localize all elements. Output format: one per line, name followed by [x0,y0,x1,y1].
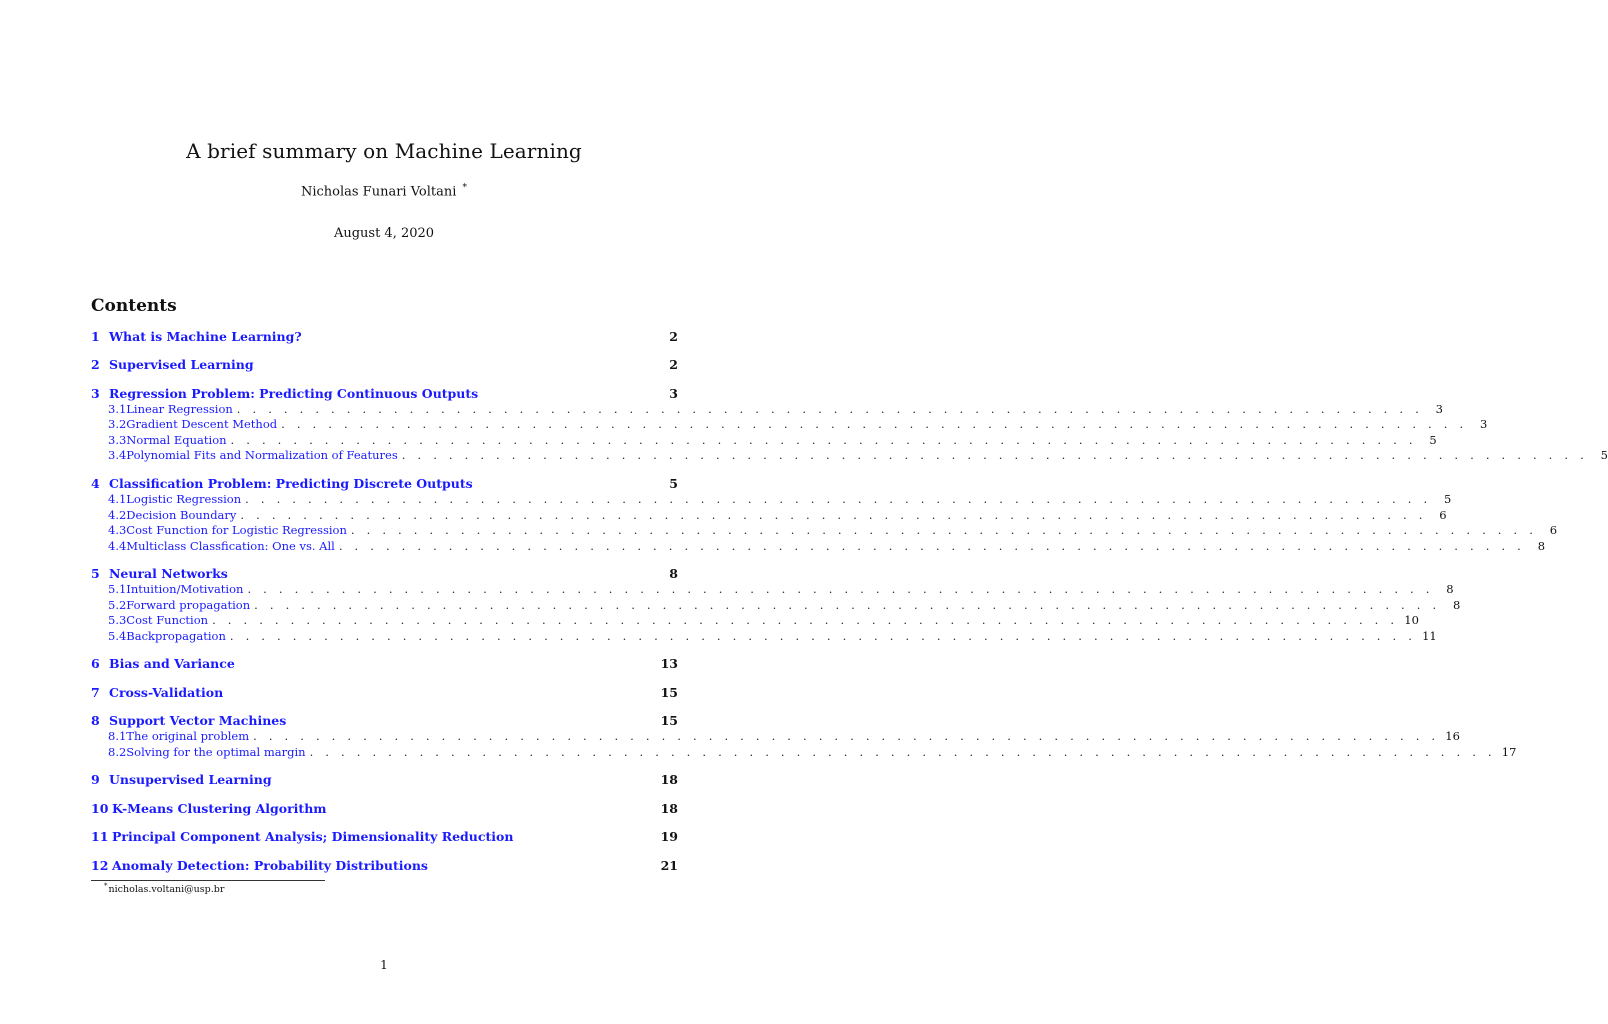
toc-leader-dots: . . . . . . . . . . . . . . . . . . . . . . . . . . . . . . . . . . . . . . . . . . . . . . . . . . . . . . . . . . . . . . . . . . . . . . . . . . . . [240,508,1427,522]
toc-page-number: 21 [660,858,678,873]
toc-section-title[interactable]: Bias and Variance [109,656,235,671]
toc-section-number[interactable]: 11 [91,829,109,844]
author-line [0,183,768,199]
author-name: Nicholas Funari Voltani [300,184,457,200]
toc-subsection-number[interactable]: 3.2 [108,417,127,431]
toc-subsection-title[interactable]: Gradient Descent Method [126,417,278,431]
toc-subsection-title[interactable]: Solving for the optimal margin [126,745,306,759]
toc-page-number: 5 [1429,433,1437,447]
toc-subsection-number[interactable]: 4.3 [108,523,127,537]
toc-subsection-number[interactable]: 4.1 [108,492,127,506]
toc-subsection-number[interactable]: 4.2 [108,508,127,522]
toc-section-1[interactable] [91,328,678,346]
toc-section-12[interactable] [91,857,678,875]
toc-subsection-8-1[interactable] [91,728,1460,744]
toc-section-number[interactable]: 12 [91,858,109,873]
toc-section-title[interactable]: Anomaly Detection: Probability Distributions [112,858,428,873]
toc-section-2[interactable] [91,356,678,374]
toc-page-number: 19 [660,829,678,844]
toc-subsection-4-4[interactable] [91,538,1546,554]
toc-page-number: 2 [669,357,678,372]
toc-subsection-title[interactable]: Intuition/Motivation [126,582,244,596]
toc-section-number[interactable]: 4 [91,476,100,491]
author-footnote-mark[interactable]: * [462,183,468,193]
toc-page-number: 8 [669,566,678,581]
toc-subsection-title[interactable]: The original problem [126,729,250,743]
toc-subsection-title[interactable]: Forward propagation [126,598,251,612]
page-number: 1 [380,958,388,972]
toc-section-title[interactable]: Support Vector Machines [109,713,287,728]
footnote-rule [91,880,325,881]
toc-section-9[interactable] [91,771,678,789]
toc-section-number[interactable]: 3 [91,386,100,401]
toc-section-6[interactable] [91,655,678,673]
toc-subsection-5-1[interactable] [91,581,1454,597]
toc-section-7[interactable] [91,684,678,702]
toc-page-number: 17 [1501,745,1517,759]
toc-page-number: 15 [660,685,678,700]
toc-leader-dots: . . . . . . . . . . . . . . . . . . . . . . . . . . . . . . . . . . . . . . . . . . . . . . . . . . . . . . . . . . . . . . . . . . . . . . . . . . . . [212,613,1399,627]
toc-page-number: 6 [1549,523,1558,537]
toc-section-number[interactable]: 8 [91,713,100,728]
toc-page-number: 3 [1435,402,1443,416]
toc-section-number[interactable]: 6 [91,656,100,671]
toc-subsection-number[interactable]: 5.3 [108,613,127,627]
footnote-email: nicholas.voltani@usp.br [108,884,225,896]
footnote-mark: * [104,882,108,890]
toc-subsection-3-2[interactable] [91,416,1488,432]
toc-page-number: 15 [660,713,678,728]
toc-leader-dots: . . . . . . . . . . . . . . . . . . . . . . . . . . . . . . . . . . . . . . . . . . . . . . . . . . . . . . . . . . . . . . . . . . . . . . . . . . . . [236,402,1423,416]
paper-date: August 4, 2020 [333,226,435,241]
toc-page-number: 8 [1446,582,1454,596]
toc-section-title[interactable]: Principal Component Analysis; Dimensionality Reduction [112,829,514,844]
toc-subsection-3-3[interactable] [91,432,1437,448]
toc-section-title[interactable]: Regression Problem: Predicting Continuous Outputs [109,386,479,401]
toc-subsection-number[interactable]: 3.1 [108,402,127,416]
toc-page-number: 13 [660,656,678,671]
toc-subsection-title[interactable]: Normal Equation [126,433,227,447]
toc-leader-dots: . . . . . . . . . . . . . . . . . . . . . . . . . . . . . . . . . . . . . . . . . . . . . . . . . . . . . . . . . . . . . . . . . . . . . . . . . . . . [230,433,1417,447]
toc-leader-dots: . . . . . . . . . . . . . . . . . . . . . . . . . . . . . . . . . . . . . . . . . . . . . . . . . . . . . . . . . . . . . . . . . . . . . . . . . . . . [350,523,1538,537]
toc-page-number: 3 [1479,417,1488,431]
toc-subsection-title[interactable]: Backpropagation [126,629,226,643]
toc-subsection-4-3[interactable] [91,522,1558,538]
toc-subsection-3-1[interactable] [91,401,1443,417]
toc-leader-dots: . . . . . . . . . . . . . . . . . . . . . . . . . . . . . . . . . . . . . . . . . . . . . . . . . . . . . . . . . . . . . . . . . . . . . . . . . . . . [401,448,1588,462]
toc-section-10[interactable] [91,800,678,818]
toc-page-number: 5 [669,476,678,491]
toc-page-number: 3 [669,386,678,401]
toc-page-number: 16 [1445,729,1460,743]
toc-section-number[interactable]: 9 [91,772,100,787]
toc-page-number: 18 [660,801,678,816]
toc-section-title[interactable]: Supervised Learning [109,357,254,372]
toc-section-number[interactable]: 1 [91,329,100,344]
toc-page-number: 6 [1439,508,1447,522]
toc-subsection-number[interactable]: 5.1 [108,582,127,596]
toc-subsection-title[interactable]: Decision Boundary [126,508,237,522]
toc-subsection-number[interactable]: 8.1 [108,729,127,743]
paper-title: A brief summary on Machine Learning [186,139,582,163]
toc-subsection-title[interactable]: Polynomial Fits and Normalization of Features [126,448,398,462]
toc-page-number: 5 [1600,448,1608,462]
toc-section-11[interactable] [91,828,678,846]
toc-page-number: 10 [1404,613,1419,627]
toc-subsection-number[interactable]: 8.2 [108,745,127,759]
toc-section-title[interactable]: Neural Networks [109,566,228,581]
toc-section-number[interactable]: 10 [91,801,109,816]
toc-page-number: 18 [660,772,678,787]
toc-section-number[interactable]: 7 [91,685,100,700]
toc-page-number: 8 [1453,598,1461,612]
toc-subsection-title[interactable]: Cost Function for Logistic Regression [126,523,347,537]
toc-leader-dots: . . . . . . . . . . . . . . . . . . . . . . . . . . . . . . . . . . . . . . . . . . . . . . . . . . . . . . . . . . . . . . . . . . . . . . . . . . . . [309,745,1496,759]
toc-subsection-5-2[interactable] [91,597,1461,613]
toc-subsection-3-4[interactable] [91,447,1608,463]
toc-subsection-8-2[interactable] [91,744,1517,760]
toc-section-title[interactable]: Cross-Validation [109,685,224,700]
contents-heading: Contents [91,296,177,316]
toc-section-title[interactable]: What is Machine Learning? [109,329,302,344]
footnote [104,882,224,895]
toc-leader-dots: . . . . . . . . . . . . . . . . . . . . . . . . . . . . . . . . . . . . . . . . . . . . . . . . . . . . . . . . . . . . . . . . . . . . . . . . . . . . [253,729,1440,743]
toc-page-number: 11 [1422,629,1437,643]
toc-subsection-number[interactable]: 5.2 [108,598,127,612]
toc-subsection-4-2[interactable] [91,507,1447,523]
toc-subsection-title[interactable]: Linear Regression [126,402,233,416]
toc-leader-dots: . . . . . . . . . . . . . . . . . . . . . . . . . . . . . . . . . . . . . . . . . . . . . . . . . . . . . . . . . . . . . . . . . . . . . . . . . . . . [254,598,1441,612]
toc-section-title[interactable]: Unsupervised Learning [109,772,272,787]
toc-page-number: 8 [1537,539,1546,553]
toc-leader-dots: . . . . . . . . . . . . . . . . . . . . . . . . . . . . . . . . . . . . . . . . . . . . . . . . . . . . . . . . . . . . . . . . . . . . . . . . . . . . [247,582,1434,596]
toc-section-title[interactable]: Classification Problem: Predicting Discrete Outputs [109,476,473,491]
toc-subsection-4-1[interactable] [91,491,1452,507]
toc-leader-dots: . . . . . . . . . . . . . . . . . . . . . . . . . . . . . . . . . . . . . . . . . . . . . . . . . . . . . . . . . . . . . . . . . . . . . . . . . . . . [338,539,1526,553]
toc-page-number: 5 [1444,492,1452,506]
toc-subsection-title[interactable]: Logistic Regression [126,492,242,506]
toc-subsection-number[interactable]: 4.4 [108,539,127,553]
toc-subsection-number[interactable]: 3.4 [108,448,127,462]
toc-subsection-5-3[interactable] [91,612,1419,628]
toc-subsection-5-4[interactable] [91,628,1437,644]
toc-subsection-title[interactable]: Cost Function [126,613,209,627]
toc-leader-dots: . . . . . . . . . . . . . . . . . . . . . . . . . . . . . . . . . . . . . . . . . . . . . . . . . . . . . . . . . . . . . . . . . . . . . . . . . . . . [281,417,1468,431]
toc-leader-dots: . . . . . . . . . . . . . . . . . . . . . . . . . . . . . . . . . . . . . . . . . . . . . . . . . . . . . . . . . . . . . . . . . . . . . . . . . . . . [229,629,1417,643]
toc-subsection-number[interactable]: 3.3 [108,433,127,447]
toc-section-number[interactable]: 2 [91,357,100,372]
toc-page-number: 2 [669,329,678,344]
toc-section-number[interactable]: 5 [91,566,100,581]
toc-section-title[interactable]: K-Means Clustering Algorithm [112,801,327,816]
toc-subsection-title[interactable]: Multiclass Classfication: One vs. All [126,539,335,553]
toc-leader-dots: . . . . . . . . . . . . . . . . . . . . . . . . . . . . . . . . . . . . . . . . . . . . . . . . . . . . . . . . . . . . . . . . . . . . . . . . . . . . [245,492,1432,506]
toc-subsection-number[interactable]: 5.4 [108,629,127,643]
